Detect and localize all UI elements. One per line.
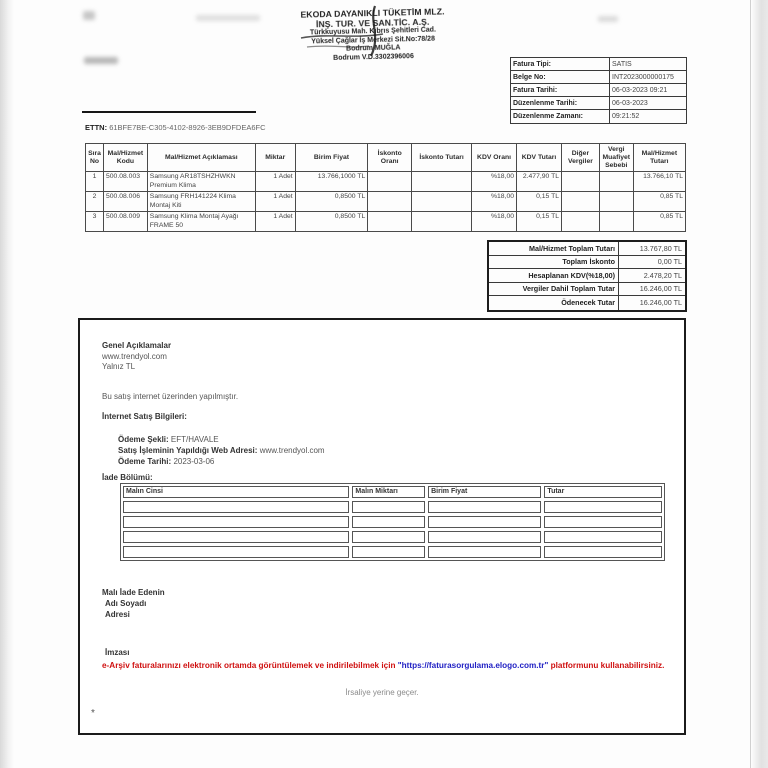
items-column-header: Miktar <box>255 144 295 172</box>
items-table <box>85 143 686 232</box>
items-cell <box>412 212 472 232</box>
return-table-empty-cell <box>428 531 541 543</box>
return-table-empty-cell <box>123 531 349 543</box>
items-cell <box>562 172 600 192</box>
items-cell: 1 Adet <box>255 172 295 192</box>
items-column-header: Sıra No <box>86 144 104 172</box>
invoice-meta-row <box>511 97 686 110</box>
items-row <box>86 172 686 192</box>
return-table-column-header: Malın Cinsi <box>123 486 349 498</box>
items-column-header: Mal/Hizmet Tutarı <box>633 144 685 172</box>
earchive-url: "https://faturasorgulama.elogo.com.tr" <box>397 661 549 670</box>
return-table-empty-cell <box>352 501 425 513</box>
items-cell: %18,00 <box>472 212 517 232</box>
return-table-empty-cell <box>123 546 349 558</box>
return-table-empty-cell <box>352 546 425 558</box>
return-table-empty-cell <box>352 531 425 543</box>
invoice-meta-row <box>511 58 686 71</box>
return-table-empty-row <box>123 531 662 543</box>
internet-sales-title: İnternet Satış Bilgileri: <box>102 412 187 421</box>
payment-date-label: Ödeme Tarihi: <box>118 457 172 466</box>
totals-row <box>489 283 685 297</box>
items-cell <box>599 172 633 192</box>
items-cell: Samsung Klima Montaj Ayağı FRAME 50 <box>147 212 255 232</box>
totals-label: Hesaplanan KDV(%18,00) <box>489 269 619 282</box>
items-cell <box>368 212 412 232</box>
items-column-header: Mal/Hizmet Açıklaması <box>147 144 255 172</box>
web-address-label: Satış İşleminin Yapıldığı Web Adresi: <box>118 446 258 455</box>
general-notes-title: Genel Açıklamalar <box>102 341 172 350</box>
return-person-address-label: Adresi <box>105 610 130 619</box>
divider-line <box>82 111 256 113</box>
totals-row <box>489 242 685 256</box>
items-cell: Samsung AR18TSHZHWKN Premium Klima <box>147 172 255 192</box>
meta-value: 06-03-2023 09:21 <box>612 86 668 94</box>
items-cell: 500.08.009 <box>103 212 147 232</box>
return-table-column-header: Birim Fiyat <box>428 486 541 498</box>
stamp-line: İNŞ. TUR. VE SAN.TİC. A.Ş. <box>315 16 430 30</box>
stamp-line: Bodrum MUĞLA <box>345 44 401 53</box>
items-table-container <box>85 143 686 232</box>
items-cell: Samsung FRH141224 Klima Montaj Kiti <box>147 192 255 212</box>
items-cell: 3 <box>86 212 104 232</box>
return-table-empty-cell <box>428 546 541 558</box>
meta-value: INT2023000000175 <box>612 73 674 81</box>
totals-table <box>487 240 687 312</box>
items-column-header: Vergi Muafiyet Sebebi <box>599 144 633 172</box>
items-column-header: KDV Tutarı <box>517 144 562 172</box>
meta-value: SATIS <box>612 60 632 68</box>
totals-value: 13.767,80 TL <box>639 243 682 253</box>
redaction-mark <box>84 57 118 64</box>
totals-value: 0,00 TL <box>657 257 682 267</box>
earchive-notice-text: platformunu kullanabilirsiniz. <box>548 661 665 670</box>
items-cell: %18,00 <box>472 192 517 212</box>
totals-value: 16.246,00 TL <box>639 298 682 308</box>
payment-method-line <box>118 435 219 444</box>
items-cell: 13.766,1000 TL <box>295 172 368 192</box>
items-cell: 1 Adet <box>255 212 295 232</box>
invoice-meta-table <box>510 57 687 124</box>
items-cell: 0,15 TL <box>517 192 562 212</box>
ettn-line <box>85 123 266 132</box>
redaction-mark <box>83 11 95 20</box>
items-cell <box>412 192 472 212</box>
return-person-title: Malı İade Edenin <box>102 588 165 597</box>
totals-value: 16.246,00 TL <box>639 284 682 294</box>
ettn-label: ETTN: <box>85 123 108 132</box>
scan-edge-right <box>750 0 768 768</box>
items-cell: 0,8500 TL <box>295 212 368 232</box>
items-column-header: Birim Fiyat <box>295 144 368 172</box>
totals-label: Ödenecek Tutar <box>489 296 619 310</box>
return-table-column-header: Tutar <box>544 486 662 498</box>
items-cell: 1 <box>86 172 104 192</box>
redaction-mark <box>196 15 260 21</box>
items-cell: %18,00 <box>472 172 517 192</box>
stamp-line: EKODA DAYANIKLI TÜKETİM MLZ. <box>300 6 445 20</box>
return-table-empty-row <box>123 516 662 528</box>
items-cell: 0,15 TL <box>517 212 562 232</box>
return-table-header-row <box>123 486 662 498</box>
return-table <box>120 483 665 561</box>
payment-date-line <box>118 457 214 466</box>
totals-value: 2.478,20 TL <box>643 270 682 280</box>
web-address-value: www.trendyol.com <box>259 446 325 455</box>
items-cell: 500.08.006 <box>103 192 147 212</box>
notes-box <box>78 318 686 735</box>
earchive-notice-text: e-Arşiv faturalarınızı elektronik ortamda görüntülemek ve indirilebilmek için <box>102 661 398 670</box>
stamp-line: Türkkuyusu Mah. Kıbrıs Şehitleri Cad. <box>309 26 436 37</box>
return-table-column-header: Malın Miktarı <box>352 486 425 498</box>
web-address-line <box>118 446 325 455</box>
totals-row <box>489 256 685 270</box>
redaction-mark <box>598 16 618 22</box>
invoice-meta-row <box>511 110 686 123</box>
return-person-name-label: Adı Soyadı <box>105 599 147 608</box>
items-cell: 500.08.003 <box>103 172 147 192</box>
ettn-value: 61BFE7BE-C305-4102-8926-3EB9DFDEA6FC <box>109 123 266 132</box>
items-cell <box>599 212 633 232</box>
meta-label: Düzenlenme Zamanı: <box>511 110 610 123</box>
items-cell <box>368 192 412 212</box>
return-section-title: İade Bölümü: <box>102 473 153 482</box>
return-table-empty-cell <box>352 516 425 528</box>
items-cell: 2 <box>86 192 104 212</box>
return-table-empty-cell <box>428 516 541 528</box>
items-cell: 0,8500 TL <box>295 192 368 212</box>
items-cell <box>412 172 472 192</box>
items-cell <box>562 192 600 212</box>
items-column-header: İskonto Tutarı <box>412 144 472 172</box>
return-table-empty-cell <box>428 501 541 513</box>
scan-edge-left <box>0 0 14 768</box>
invoice-meta-row <box>511 84 686 97</box>
items-cell: 0,85 TL <box>633 212 685 232</box>
items-column-header: Mal/Hizmet Kodu <box>103 144 147 172</box>
items-cell: 0,85 TL <box>633 192 685 212</box>
totals-label: Mal/Hizmet Toplam Tutarı <box>489 242 619 255</box>
signature-label: İmzası <box>105 648 130 657</box>
return-table-empty-cell <box>123 516 349 528</box>
meta-value: 09:21:52 <box>612 113 640 120</box>
items-cell <box>599 192 633 212</box>
return-table-empty-cell <box>544 501 662 513</box>
return-table-empty-cell <box>544 516 662 528</box>
items-column-header: KDV Oranı <box>472 144 517 172</box>
stamp-line: Bodrum V.D.3302396006 <box>333 52 414 62</box>
meta-value: 06-03-2023 <box>612 99 648 107</box>
return-table-empty-cell <box>123 501 349 513</box>
items-cell: 2.477,90 TL <box>517 172 562 192</box>
payment-date-value: 2023-03-06 <box>173 457 215 466</box>
general-notes-line: Yalnız TL <box>102 362 136 371</box>
items-cell: 1 Adet <box>255 192 295 212</box>
payment-method-label: Ödeme Şekli: <box>118 435 169 444</box>
waybill-note: İrsaliye yerine geçer. <box>345 688 419 697</box>
totals-label: Vergiler Dahil Toplam Tutar <box>489 283 619 296</box>
items-cell <box>562 212 600 232</box>
meta-label: Fatura Tarihi: <box>511 84 610 96</box>
items-cell <box>368 172 412 192</box>
footnote-asterisk: * <box>91 708 95 719</box>
return-table-empty-cell <box>544 531 662 543</box>
totals-row <box>489 296 685 310</box>
meta-label: Fatura Tipi: <box>511 58 610 70</box>
return-table-empty-row <box>123 546 662 558</box>
meta-label: Düzenlenme Tarihi: <box>511 97 610 109</box>
items-row <box>86 192 686 212</box>
general-notes-line: www.trendyol.com <box>102 352 167 361</box>
stamp-line: Yüksel Çağlar İş Merkezi Sit.No:78/28 <box>311 35 436 45</box>
payment-method-value: EFT/HAVALE <box>170 435 219 444</box>
return-table-empty-row <box>123 501 662 513</box>
items-column-header: Diğer Vergiler <box>562 144 600 172</box>
company-stamp <box>282 6 463 64</box>
earchive-notice <box>102 661 680 672</box>
totals-label: Toplam İskonto <box>489 256 619 269</box>
online-sale-note: Bu satış internet üzerinden yapılmıştır. <box>102 392 239 401</box>
totals-row <box>489 269 685 283</box>
return-table-empty-cell <box>544 546 662 558</box>
items-row <box>86 212 686 232</box>
items-header-row <box>86 144 686 172</box>
items-column-header: İskonto Oranı <box>368 144 412 172</box>
meta-label: Belge No: <box>511 71 610 83</box>
invoice-meta-row <box>511 71 686 84</box>
items-cell: 13.766,10 TL <box>633 172 685 192</box>
